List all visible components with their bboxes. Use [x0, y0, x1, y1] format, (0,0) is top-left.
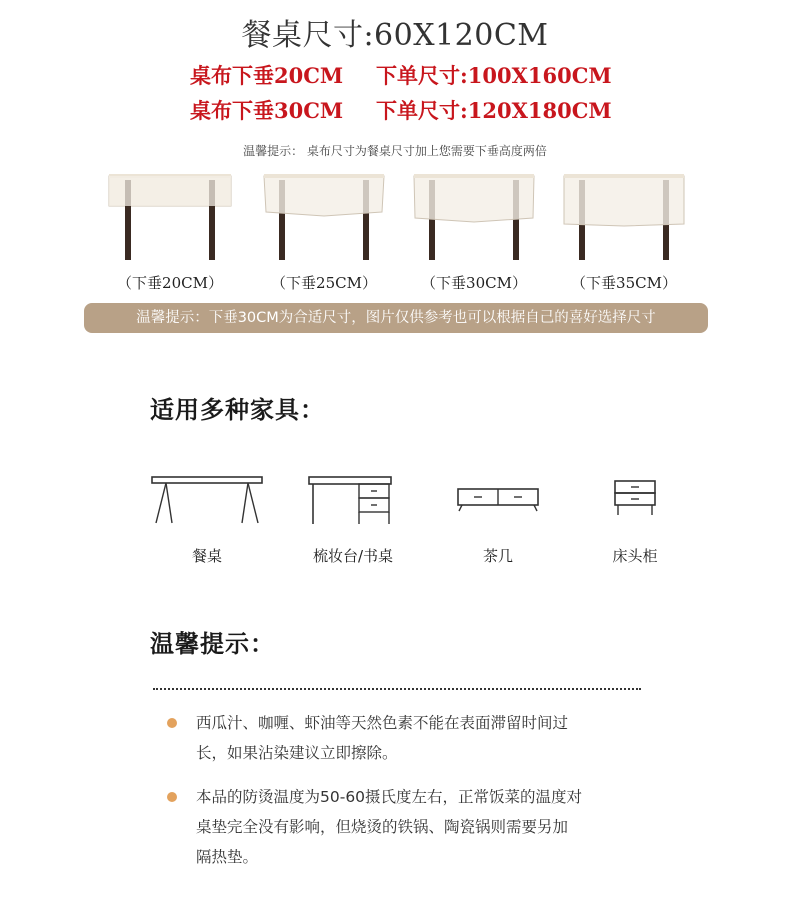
- furniture-label-desk: 梳妆台/书桌: [312, 547, 394, 565]
- tablecloth-drop-20-figure: [108, 172, 232, 262]
- tip-1-line-2: 长，如果沾染建议立即擦除。: [196, 744, 398, 762]
- tips-heading: 温馨提示：: [150, 630, 275, 658]
- tablecloth-drop-30-figure: [412, 172, 536, 262]
- drop-caption-35: （下垂35CM）: [571, 274, 677, 292]
- dining-table-icon: [150, 475, 264, 527]
- furniture-heading: 适用多种家具：: [150, 396, 325, 424]
- bullet-icon: [167, 718, 177, 728]
- drop-caption-30: （下垂30CM）: [421, 274, 527, 292]
- furniture-label-tea-table: 茶几: [482, 547, 513, 565]
- tip-item-1: [196, 708, 646, 768]
- bullet-icon: [167, 792, 177, 802]
- order-size-20: 下单尺寸:100X160CM: [376, 63, 612, 88]
- tip-item-2: [196, 782, 646, 872]
- tip-2-line-1: 本品的防烫温度为50-60摄氏度左右，正常饭菜的温度对: [196, 788, 583, 806]
- tip-1-line-1: 西瓜汁、咖喱、虾油等天然色素不能在表面滞留时间过: [196, 714, 569, 732]
- tablecloth-drop-25-figure: [262, 172, 386, 262]
- tip-banner: 温馨提示：下垂30CM为合适尺寸，图片仅供参考也可以根据自己的喜好选择尺寸: [84, 303, 708, 333]
- tv-cabinet-icon: [456, 475, 540, 527]
- order-size-30: 下单尺寸:120X180CM: [376, 98, 612, 123]
- furniture-label-dining-table: 餐桌: [191, 547, 222, 565]
- drop-20-label: 桌布下垂20CM: [190, 63, 344, 88]
- nightstand-icon: [612, 475, 658, 527]
- tip-2-line-3: 隔热垫。: [196, 848, 259, 866]
- drop-caption-20: （下垂20CM）: [117, 274, 223, 292]
- drop-30-label: 桌布下垂30CM: [190, 98, 344, 123]
- dotted-divider: [153, 688, 641, 690]
- furniture-label-nightstand: 床头柜: [612, 547, 658, 565]
- drop-caption-25: （下垂25CM）: [271, 274, 377, 292]
- page-title: 餐桌尺寸:60X120CM: [241, 18, 549, 53]
- size-note: 温馨提示： 桌布尺寸为餐桌尺寸加上您需要下垂高度两倍: [243, 144, 547, 158]
- tip-2-line-2: 桌垫完全没有影响，但烧烫的铁锅、陶瓷锅则需要另加: [196, 818, 569, 836]
- desk-icon: [307, 475, 393, 527]
- tablecloth-drop-35-figure: [562, 172, 686, 262]
